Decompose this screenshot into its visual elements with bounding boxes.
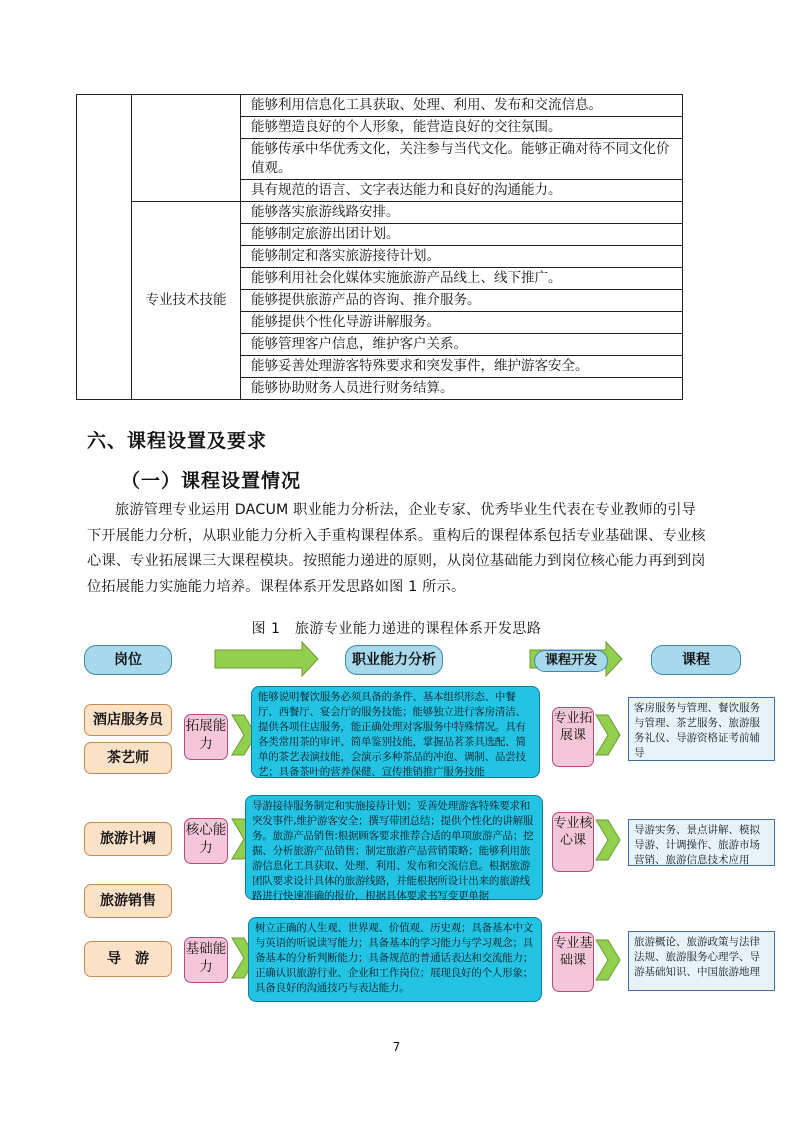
job-sales: 旅游销售 [84,884,172,918]
table-cell: 能够管理客户信息，维护客户关系。 [241,334,683,356]
chevron-6 [596,940,620,980]
course-cat-base: 专业基础课 [552,932,594,992]
job-tea: 茶艺师 [84,742,172,774]
body-paragraph: 旅游管理专业运用 DACUM 职业能力分析法，企业专家、优秀毕业生代表在专业教师的引导下开展能力分析，从职业能力分析入手重构课程体系。重构后的课程体系包括专业基础课、专业核心课、专业拓展课三大课程模块。按照能力递进的原则，从岗位基础能力到岗位核心能力再到到岗位拓展能力实施能力培养。课程体系开发思路如图 1 所示。 [87,502,706,595]
ability-text-extend: 能够说明餐饮服务必须具备的条件、基本组织形态、中餐厅、西餐厅、宴会厅的服务技能；能够独立进行客房清洁、提供各项住店服务，能正确处理对客服务中特殊情况。具有各类常用茶的审评、简单鉴别技能，掌握品茗茶具选配、简单的茶艺表演技能，会演示多种茶品的冲泡、调制、品尝技艺；具备茶叶的营养保健、宣传推销推广服务技能 [251,686,540,778]
courses-base: 旅游概论、旅游政策与法律法规、旅游服务心理学、导游基础知识、中国旅游地理 [628,931,775,991]
table-cell: 能够协助财务人员进行财务结算。 [241,378,683,400]
table-cell: 能够妥善处理游客特殊要求和突发事件，维护游客安全。 [241,356,683,378]
ability-core: 核心能力 [184,818,228,864]
header-course: 课程 [651,645,741,675]
subsection-heading: （一）课程设置情况 [121,470,302,492]
job-guide: 导 游 [84,941,172,977]
course-cat-extend: 专业拓展课 [552,707,594,767]
header-arrow-1 [215,642,318,676]
table-cell: 能够塑造良好的个人形象，能营造良好的交往氛围。 [241,117,683,139]
ability-base: 基础能力 [184,937,228,983]
job-hotel: 酒店服务员 [84,704,172,736]
chevron-4 [596,715,620,755]
table-cell: 能够传承中华优秀文化，关注参与当代文化。能够正确对待不同文化价值观。 [241,139,683,180]
ability-text-core: 导游接待服务制定和实施接待计划；妥善处理游客特殊要求和突发事件,维护游客安全；撰写带团总结；提供个性化的讲解服务。旅游产品销售:根据顾客要求推荐合适的单项旅游产品；挖掘、分析旅游产品销售；制定旅游产品营销策略；能够利用旅游信息化工具获取、处理、利用、发布和交流信息。根据旅游团队要求设计具体的旅游线路，并能根据所设计出来的旅游线路进行快速准确的报价，根据具体要求书写变更单据 [245,795,543,900]
job-planner: 旅游计调 [84,822,172,856]
header-analysis: 职业能力分析 [345,645,443,675]
table-cell: 能够落实旅游线路安排。 [241,202,683,224]
table-cell: 具有规范的语言、文字表达能力和良好的沟通能力。 [241,180,683,202]
courses-extend: 客房服务与管理、餐饮服务与管理、茶艺服务、旅游服务礼仪、导游资格证考前辅导 [628,697,775,761]
header-develop: 课程开发 [534,650,608,672]
chevron-5 [596,820,620,860]
table-cell: 能够提供个性化导游讲解服务。 [241,312,683,334]
courses-core: 导游实务、景点讲解、模拟导游、计调操作、旅游市场营销、旅游信息技术应用 [628,819,775,866]
table-group-label: 专业技术技能 [132,202,241,400]
ability-extend: 拓展能力 [184,714,228,760]
table-cell: 能够制定和落实旅游接待计划。 [241,246,683,268]
table-cell: 能够制定旅游出团计划。 [241,224,683,246]
ability-text-base: 树立正确的人生观、世界观、价值观、历史观；具备基本中文与英语的听说读写能力；具备基本的学习能力与学习观念；具备基本的分析判断能力；具备规范的普通话表达和交流能力；正确认识旅游行业、企业和工作岗位；展现良好的个人形象；具备良好的沟通技巧与表达能力。 [248,917,542,1002]
table-cell: 能够提供旅游产品的咨询、推介服务。 [241,290,683,312]
section-heading: 六、课程设置及要求 [87,430,268,452]
course-cat-core: 专业核心课 [552,812,594,872]
table-cell: 能够利用社会化媒体实施旅游产品线上、线下推广。 [241,268,683,290]
table-cell: 能够利用信息化工具获取、处理、利用、发布和交流信息。 [241,95,683,117]
header-post: 岗位 [84,645,172,675]
page-number: 7 [392,1040,401,1054]
figure-caption: 图 1 旅游专业能力递进的课程体系开发思路 [251,621,542,637]
